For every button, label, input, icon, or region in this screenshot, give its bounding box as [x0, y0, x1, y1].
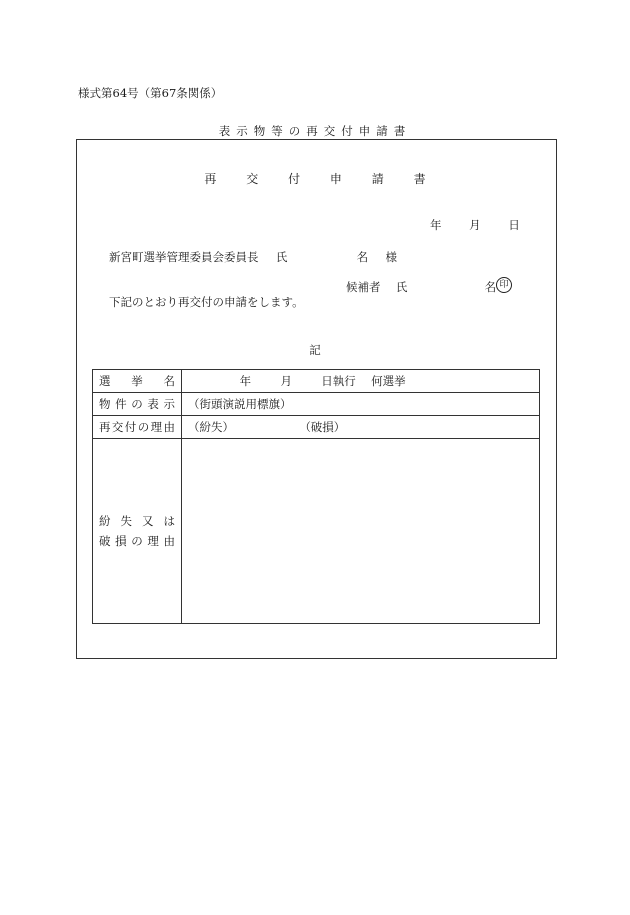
title-char: 請	[371, 172, 384, 186]
label-details-line1: 紛失又は	[99, 514, 175, 528]
label-details	[93, 439, 182, 624]
addressee-sama: 様	[385, 250, 397, 264]
form-title	[0, 170, 630, 187]
seal-mark: 印	[496, 277, 512, 293]
election-month: 月	[280, 374, 292, 388]
ki-label: 記	[309, 343, 321, 357]
table-row-reason	[93, 416, 540, 439]
title-char: 付	[288, 172, 301, 186]
table-row-item	[93, 393, 540, 416]
date-month: 月	[469, 218, 481, 232]
value-details[interactable]	[182, 439, 540, 624]
election-year: 年	[239, 374, 252, 388]
title-char: 再	[204, 172, 217, 186]
date-year: 年	[430, 218, 442, 232]
reason-lost: （紛失）	[188, 420, 234, 434]
title-char: 交	[246, 172, 259, 186]
addressee-mei: 名	[356, 250, 369, 264]
value-item[interactable]: （街頭演説用標旗）	[182, 393, 540, 416]
value-election[interactable]	[182, 370, 540, 393]
date-line	[430, 217, 520, 233]
label-election: 選挙名	[93, 370, 182, 393]
date-day: 日	[508, 218, 520, 232]
election-name: 何選挙	[371, 374, 406, 388]
reason-damaged: （破損）	[299, 420, 346, 434]
candidate-mei: 名	[484, 280, 497, 294]
label-reason: 再交付の理由	[93, 416, 182, 439]
title-char: 申	[329, 172, 342, 186]
election-day: 日執行	[321, 374, 356, 388]
label-item: 物件の表示	[93, 393, 182, 416]
addressee-line	[109, 249, 397, 265]
table-row-election	[93, 370, 540, 393]
label-details-line2: 破損の理由	[99, 534, 175, 548]
statement-text: 下記のとおり再交付の申請をします。	[109, 295, 304, 309]
addressee-name: 新宮町選挙管理委員会委員長	[109, 250, 259, 264]
value-reason[interactable]	[182, 416, 540, 439]
candidate-label: 候補者	[346, 280, 381, 294]
form-caption: 表示物等の再交付申請書	[218, 124, 412, 138]
candidate-line	[346, 279, 496, 295]
addressee-shi: 氏	[275, 250, 288, 264]
table-row-details	[93, 439, 540, 624]
detail-table	[92, 369, 540, 624]
form-number: 様式第64号（第67条関係）	[78, 86, 223, 100]
title-char: 書	[413, 172, 426, 186]
candidate-shi: 氏	[395, 280, 408, 294]
